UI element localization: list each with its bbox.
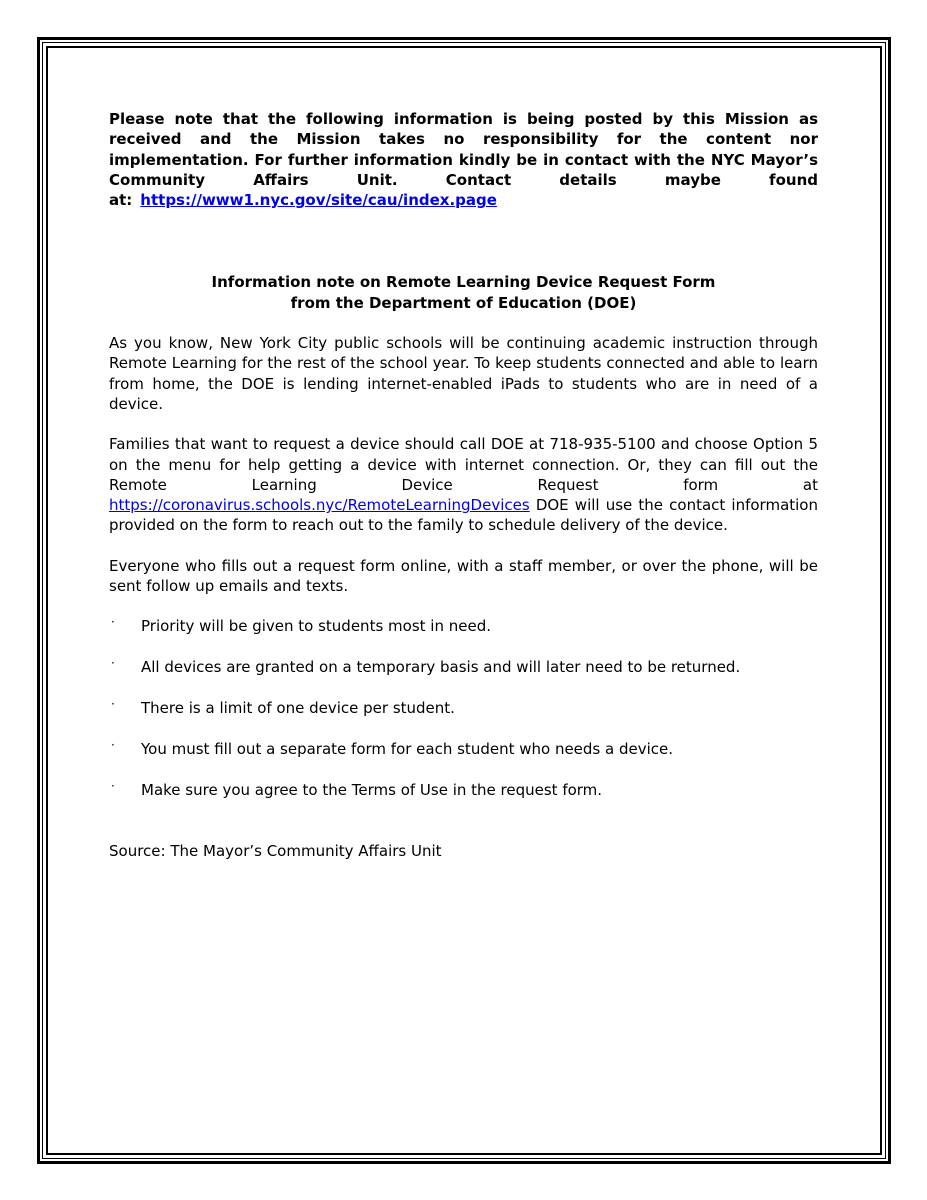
request-paragraph xyxy=(109,434,818,535)
list-item xyxy=(109,657,818,677)
list-item xyxy=(109,698,818,718)
bullet-icon: · xyxy=(111,697,115,712)
request-text-before: Families that want to request a device should call DOE at 718-935-5100 and choose Option 5 on the menu for help getting a device with internet connection. Or, they can fill out the Remote Learning Device Request form at xyxy=(109,435,818,494)
bullet-icon: · xyxy=(111,656,115,671)
followup-paragraph: Everyone who fills out a request form online, with a staff member, or over the phone, will be sent follow up emails and texts. xyxy=(109,556,818,596)
remote-learning-devices-link[interactable]: https://coronavirus.schools.nyc/RemoteLearningDevices xyxy=(109,496,530,515)
bullet-text: Make sure you agree to the Terms of Use in the request form. xyxy=(141,780,603,799)
bullet-icon: · xyxy=(111,738,115,753)
bullet-text: Priority will be given to students most in need. xyxy=(141,617,491,636)
cau-website-link[interactable]: https://www1.nyc.gov/site/cau/index.page xyxy=(140,191,497,210)
heading-line-1: Information note on Remote Learning Device Request Form xyxy=(211,273,716,292)
bullet-text: There is a limit of one device per student. xyxy=(141,699,455,718)
list-item xyxy=(109,739,818,759)
heading-line-2: from the Department of Education (DOE) xyxy=(290,293,637,312)
document-content xyxy=(109,109,818,862)
bullet-text: You must fill out a separate form for each student who needs a device. xyxy=(141,740,674,759)
source-line: Source: The Mayor’s Community Affairs Unit xyxy=(109,842,442,861)
document-heading xyxy=(109,272,818,313)
bullet-icon: · xyxy=(111,778,115,793)
intro-paragraph: As you know, New York City public schools will be continuing academic instruction through Remote Learning for the rest of the school year. To keep students connected and able to learn from home, the DOE is lending internet-enabled iPads to students who are in need of a device. xyxy=(109,334,818,413)
bullet-list xyxy=(109,616,818,800)
list-item xyxy=(109,780,818,800)
list-item xyxy=(109,616,818,636)
bullet-text: All devices are granted on a temporary basis and will later need to be returned. xyxy=(141,658,741,677)
request-text-after: DOE will use the contact information provided on the form to reach out to the family to schedule delivery of the device. xyxy=(109,496,818,535)
bullet-icon: · xyxy=(111,615,115,630)
disclaimer-paragraph xyxy=(109,109,818,210)
disclaimer-text: Please note that the following information is being posted by this Mission as received and the Mission takes no responsibility for the content nor implementation. For further information kindly be in contact with the NYC Mayor’s Community Affairs Unit. Contact details maybe found at: xyxy=(109,110,818,210)
